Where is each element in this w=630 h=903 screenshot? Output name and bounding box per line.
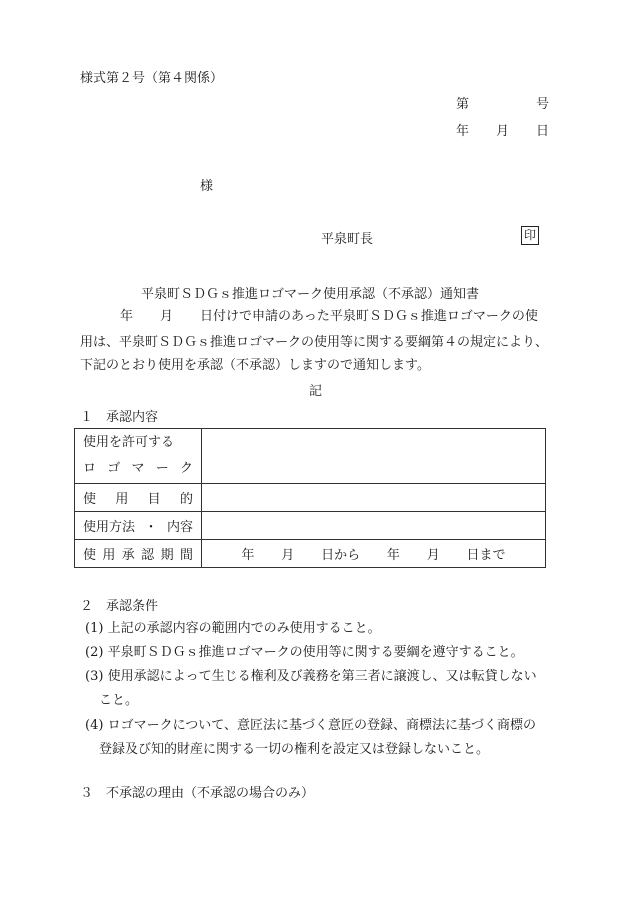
period-label-char: 用 (102, 548, 116, 563)
method-label-part: 内容 (166, 520, 193, 535)
table-row-purpose (75, 484, 546, 512)
section3-number: ３ (80, 786, 94, 801)
method-label (83, 516, 193, 535)
method-label-cell (75, 512, 202, 540)
addressee-suffix: 様 (200, 179, 214, 194)
period-end-day: 日まで (466, 548, 506, 563)
table-row-logo (75, 429, 546, 484)
logo-label-line1: 使用を許可する (83, 435, 175, 450)
body-line2: 用は、平泉町ＳＤＧｓ推進ロゴマークの使用等に関する要綱第４の規定により、 (80, 335, 549, 350)
form-number: 様式第２号（第４関係） (80, 71, 224, 86)
condition-text: ロゴマークについて、意匠法に基づく意匠の登録、商標法に基づく商標の (107, 718, 537, 733)
logo-label-char: ゴ (107, 461, 121, 476)
doc-number-suffix: 号 (536, 97, 550, 112)
date-day: 日 (536, 124, 550, 139)
condition-number: (3) (85, 669, 104, 684)
condition-number: (1) (85, 621, 104, 636)
body-line1: 日付けで申請のあった平泉町ＳＤＧｓ推進ロゴマークの使 (200, 309, 538, 324)
period-label-cell (75, 540, 202, 568)
period-value-cell[interactable] (202, 540, 546, 568)
condition-3 (85, 665, 537, 684)
period-value (202, 544, 545, 563)
logo-label-char: ロ (83, 461, 97, 476)
body-year: 年 (120, 309, 134, 324)
period-label-char: 承 (121, 548, 135, 563)
condition-4 (85, 714, 536, 733)
purpose-value-cell[interactable] (202, 484, 546, 512)
approval-table (74, 428, 546, 568)
section1-number: １ (80, 410, 94, 425)
method-label-part: 使用方法 (83, 520, 136, 535)
logo-label-cell (75, 429, 202, 484)
period-start-day: 日から (321, 548, 361, 563)
period-end-year: 年 (386, 548, 400, 563)
condition-text: 上記の承認内容の範囲内でのみ使用すること。 (107, 621, 381, 636)
condition-2 (85, 641, 524, 660)
logo-label-char: マ (131, 461, 145, 476)
purpose-label-char: 使 (83, 492, 97, 507)
condition-3-continued: こと。 (99, 693, 139, 708)
condition-text: 平泉町ＳＤＧｓ推進ロゴマークの使用等に関する要綱を遵守すること。 (107, 645, 524, 660)
condition-text: 使用承認によって生じる権利及び義務を第三者に譲渡し、又は転貸しない (107, 669, 537, 684)
condition-number: (4) (85, 718, 104, 733)
logo-label-char: ー (155, 461, 169, 476)
section3-heading: 不承認の理由（不承認の場合のみ） (106, 786, 315, 801)
period-label-char: 期 (160, 548, 174, 563)
condition-number: (2) (85, 645, 104, 660)
seal-mark: 印 (521, 226, 539, 245)
doc-number-prefix: 第 (456, 97, 470, 112)
period-label (83, 544, 193, 563)
purpose-label-char: 用 (115, 492, 129, 507)
table-row-method (75, 512, 546, 540)
date-year: 年 (456, 124, 470, 139)
purpose-label-cell (75, 484, 202, 512)
body-line3: 下記のとおり使用を承認（不承認）しますので通知します。 (80, 358, 430, 373)
purpose-label-char: 的 (179, 492, 193, 507)
logo-label-char: ク (179, 461, 193, 476)
purpose-label (83, 488, 193, 507)
condition-4-continued: 登録及び知的財産に関する一切の権利を設定又は登録しないこと。 (99, 742, 490, 757)
method-value-cell[interactable] (202, 512, 546, 540)
logo-label-line2 (83, 456, 193, 482)
method-label-part: ・ (144, 520, 158, 535)
section2-number: ２ (80, 599, 94, 614)
purpose-label-char: 目 (147, 492, 161, 507)
body-month: 月 (160, 309, 174, 324)
issuer: 平泉町長 (321, 232, 374, 247)
period-label-char: 使 (83, 548, 97, 563)
period-start-month: 月 (281, 548, 295, 563)
date-month: 月 (496, 124, 510, 139)
document-title: 平泉町ＳＤＧｓ推進ロゴマーク使用承認（不承認）通知書 (141, 287, 480, 302)
period-start-year: 年 (241, 548, 255, 563)
table-row-period (75, 540, 546, 568)
period-end-month: 月 (426, 548, 440, 563)
condition-1 (85, 617, 381, 636)
period-label-char: 認 (141, 548, 155, 563)
section1-heading: 承認内容 (106, 410, 159, 425)
period-label-char: 間 (179, 548, 193, 563)
logo-value-cell[interactable] (202, 429, 546, 484)
ki-heading: 記 (309, 384, 323, 399)
section2-heading: 承認条件 (106, 599, 159, 614)
